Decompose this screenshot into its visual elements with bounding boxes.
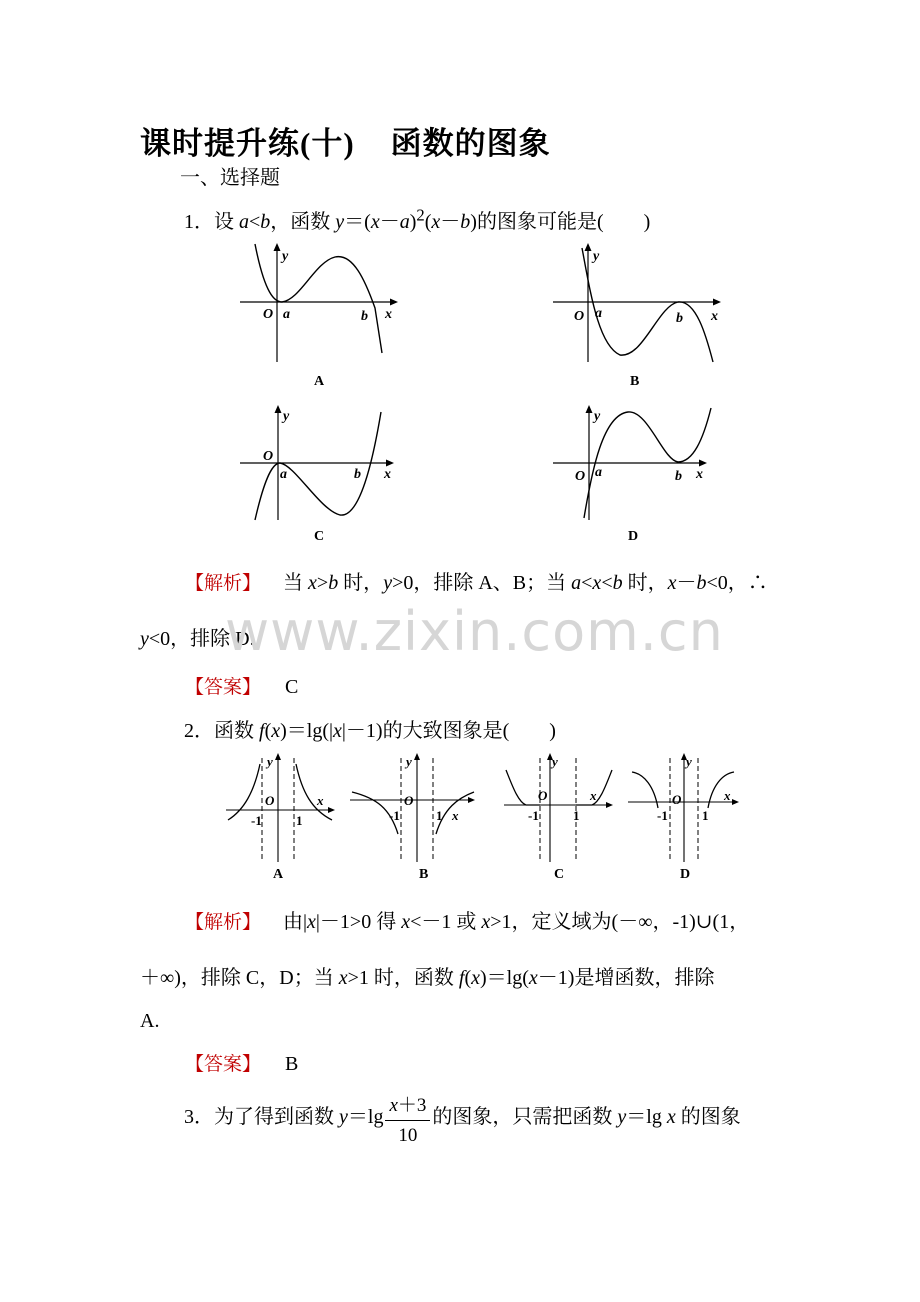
x-label: x [385,307,392,322]
q2-graph-a [222,750,340,885]
fraction-numerator: x＋3 [385,1090,430,1121]
q2-graph-b [346,750,480,885]
one-label: 1 [702,808,709,823]
q2-analysis-line2: ＋∞)，排除 C，D；当 x>1 时，函数 f(x)＝lg(x－1)是增函数，排除 [140,967,715,989]
graph-label: D [628,529,639,544]
q1-graph-b [548,240,728,390]
y-axis-arrow [414,753,420,760]
x-label: x [317,793,324,808]
q2-stem: 2．函数 f(x)＝lg(|x|－1)的大致图象是( ) [184,720,556,742]
page-title: 课时提升练(十) 函数的图象 [140,126,551,161]
curve [255,412,381,520]
graph-label: D [680,867,691,882]
curve-left [632,772,658,808]
origin-label: O [265,793,275,808]
x-label: x [590,788,597,803]
x-axis-arrow [732,799,739,805]
analysis-label: 【解析】 [185,572,262,594]
x-axis-arrow [386,460,394,467]
graph-label: B [419,867,429,882]
b-label: b [354,467,361,482]
origin-label: O [672,792,682,807]
graph-label: B [630,374,640,389]
x-axis-arrow [468,797,475,803]
q1-analysis-line1: 【解析】 当 x>b 时，y>0，排除 A、B；当 a<x<b 时，x－b<0，∴ [185,572,768,594]
q1-graph-c [235,400,405,550]
a-label: a [283,307,290,322]
b-label: b [676,311,683,326]
curve-left [228,764,260,820]
origin-label: O [538,788,548,803]
graph-label: C [314,529,325,544]
y-axis-arrow [274,243,281,251]
y-label: y [267,754,273,769]
x-label: x [724,788,731,803]
origin-label: O [575,469,586,484]
one-label: 1 [436,808,443,823]
section-heading: 一、选择题 [180,167,280,189]
origin-label: O [263,449,274,464]
analysis-label: 【解析】 [185,911,262,933]
x-axis-arrow [328,807,335,813]
x-axis-arrow [390,299,398,306]
y-label: y [282,249,289,264]
q2-answer: 【答案】 B [185,1053,299,1075]
curve-left [506,770,540,805]
a-label: a [280,467,287,482]
one-label: 1 [296,813,303,828]
x-label: x [711,309,718,324]
origin-label: O [263,307,274,322]
neg-one-label: -1 [657,808,668,823]
y-label: y [283,409,290,424]
graph-label: A [273,867,284,882]
a-label: a [595,465,602,480]
y-label: y [552,754,558,769]
x-label: x [452,808,459,823]
origin-label: O [404,793,414,808]
x-axis-arrow [606,802,613,808]
x-label: x [384,467,391,482]
q2-analysis-line1: 【解析】 由|x|－1>0 得 x<－1 或 x>1，定义域为(－∞，-1)∪(1， [185,911,750,933]
q3-stem: 3．为了得到函数 y＝lg $\frac{x+3}{10}$ 的图象，只需把函数 y＝lg x 的图象 [184,1090,741,1147]
x-axis-arrow [713,299,721,306]
curve-right [296,764,332,820]
q1-answer: 【答案】 C [185,676,299,698]
q1-stem: 1．设 a<b，函数 $y=(x-a)^2(x-b)$的图象可能是( ) [184,205,651,233]
y-axis-arrow [585,243,592,251]
q1-graph-a [235,240,405,390]
b-label: b [675,469,682,484]
watermark: www.zixin.com.cn [225,600,724,663]
origin-label: O [574,309,585,324]
answer-label: 【答案】 [185,676,262,698]
graph-label: A [314,374,325,389]
one-label: 1 [573,808,580,823]
neg-one-label: -1 [389,808,400,823]
q1-analysis-line2: y<0，排除 D. [140,628,255,650]
q2-analysis-line3: A. [140,1010,160,1032]
q1-graph-d [548,400,728,550]
curve [582,248,713,362]
fraction [385,1090,430,1147]
y-label: y [594,409,601,424]
a-label: a [595,306,602,321]
y-label: y [406,754,412,769]
q2-graph-d [624,750,749,885]
graph-label: C [554,867,565,882]
fraction-denominator: 10 [398,1125,418,1146]
answer-label: 【答案】 [185,1053,262,1075]
y-axis-arrow [275,753,281,760]
b-label: b [361,309,368,324]
y-axis-arrow [275,405,282,413]
y-label: y [593,249,600,264]
curve [255,244,382,353]
x-label: x [696,467,703,482]
y-label: y [686,754,692,769]
y-axis-arrow [586,405,593,413]
q2-graph-c [500,750,620,885]
x-axis-arrow [699,460,707,467]
neg-one-label: -1 [251,813,262,828]
neg-one-label: -1 [528,808,539,823]
